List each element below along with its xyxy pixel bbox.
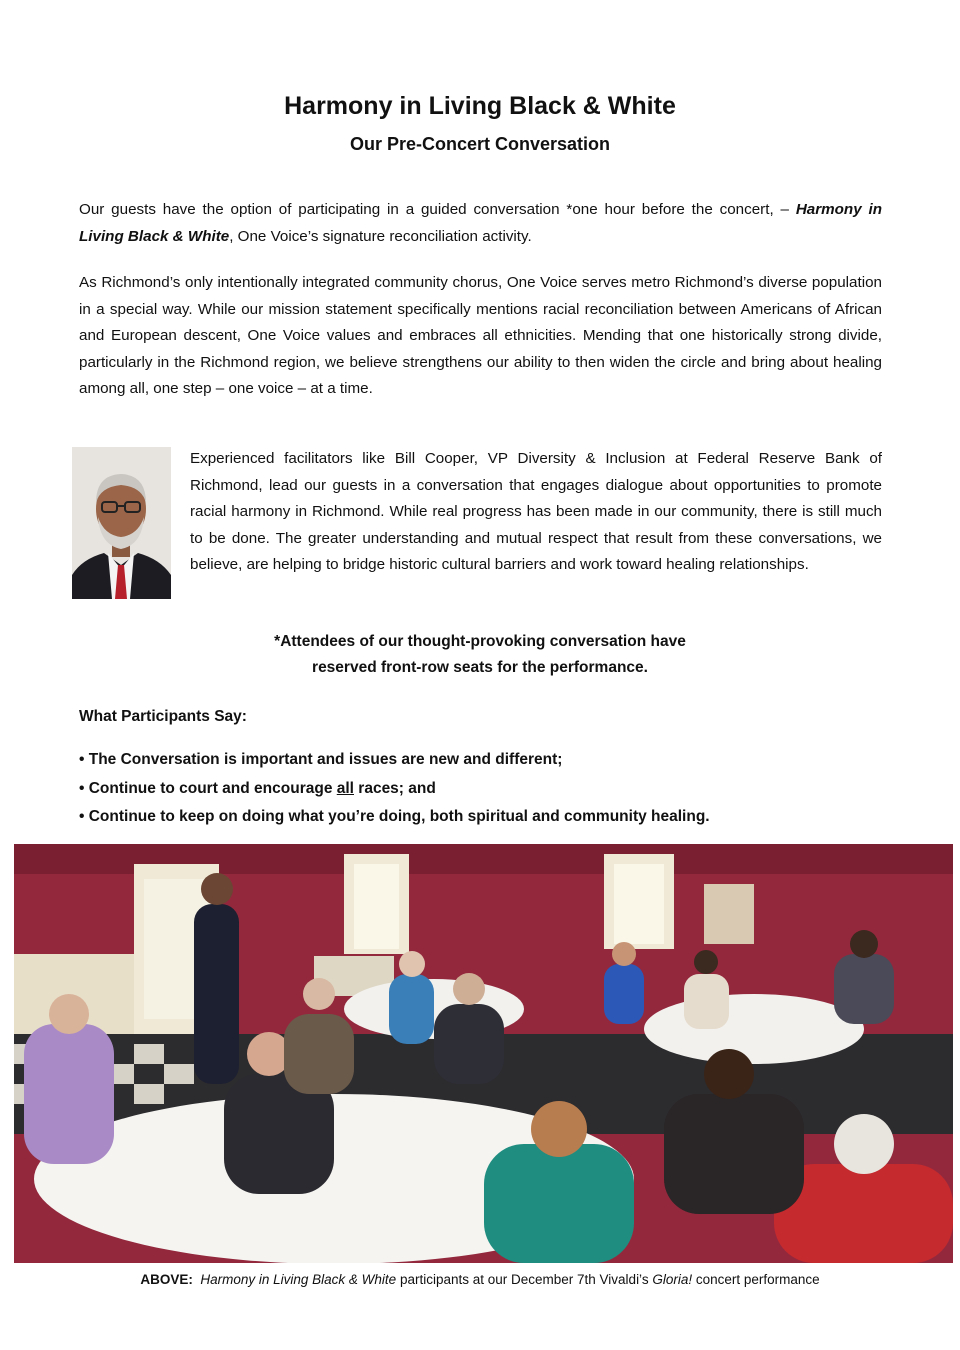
quote-item [79, 775, 899, 804]
intro-paragraph [79, 197, 882, 250]
facilitator-portrait [72, 447, 171, 599]
facilitators-paragraph: Experienced facilitators like Bill Cooper, VP Diversity & Inclusion at Federal Reserve Bank of Richmond, lead our guests in a conversation that engages dialogue about opportunities to promote racial harmony in Richmond. While real progress has been made in our community, there is still much to be done. The greater understanding and mutual respect that result from these conversations, we believe, are helping to bridge historic cultural barriers and work toward healing relationships. [190, 450, 882, 573]
quote-underline: all [336, 779, 354, 797]
participant-quotes [79, 746, 899, 832]
caption-text-1: participants at our December 7th Vivaldi’s [396, 1272, 653, 1287]
event-photo [14, 844, 953, 1263]
note-line-1: *Attendees of our thought-provoking conversation have [274, 633, 686, 650]
caption-label: ABOVE: [140, 1272, 193, 1287]
attendee-note [0, 629, 960, 681]
caption-emphasis-2: Gloria! [652, 1272, 693, 1287]
page-subtitle: Our Pre-Concert Conversation [349, 134, 611, 154]
quote-text: • Continue to court and encourage [79, 779, 337, 797]
quote-item: • The Conversation is important and issues are new and different; [79, 751, 563, 768]
portrait-image [72, 447, 171, 599]
participants-heading: What Participants Say: [79, 708, 247, 725]
intro-text-a: Our guests have the option of participating in a guided conversation *one hour before the concert, – [79, 201, 796, 218]
mission-paragraph: As Richmond’s only intentionally integrated community chorus, One Voice serves metro Richmond’s diverse population in a special way. While our mission statement specifically mentions racial reconciliation between Americans of African and European descent, One Voice values and embraces all ethnicities. Mending that one historically strong divide, particularly in the Richmond region, we believe strengthens our ability to then widen the circle and bring about healing among all, one step – one voice – at a time. [79, 274, 882, 397]
photo-caption [0, 1272, 960, 1287]
quote-text: races; and [353, 779, 436, 797]
caption-text-2: concert performance [692, 1272, 820, 1287]
note-line-2: reserved front-row seats for the performance. [312, 659, 648, 676]
event-photo-image [14, 844, 953, 1263]
quote-item: • Continue to keep on doing what you’re doing, both spiritual and community healing. [79, 808, 710, 825]
intro-emphasis: Harmony in Living Black & White [79, 201, 883, 245]
page-title: Harmony in Living Black & White [284, 92, 676, 120]
caption-emphasis-1: Harmony in Living Black & White [200, 1272, 397, 1287]
intro-text-b: , One Voice’s signature reconciliation activity. [229, 227, 532, 245]
